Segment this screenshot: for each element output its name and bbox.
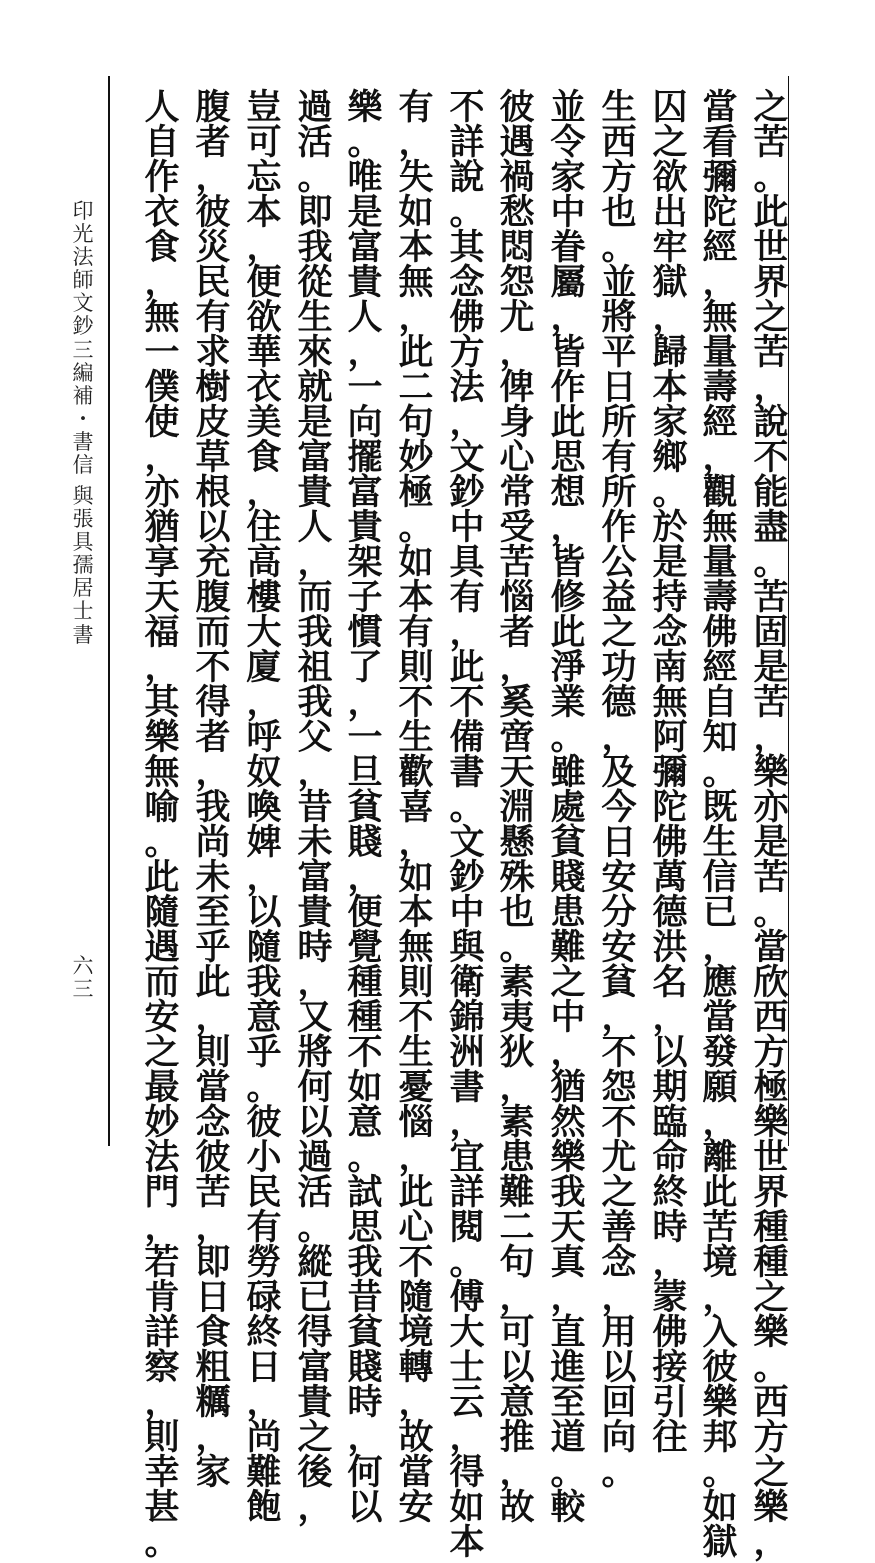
text-column-4: 生 西 方 也 。 並 將 平 日 所 有 所 作 公 益 之 功 德 ， 及 今 日 安 分 安 貧 ， 不 怨 不 尤 之 善 念 ， 用 以 回 向 。 [601, 87, 637, 1493]
text-column-9: 樂 。 唯 是 富 貴 人 ， 一 向 擺 富 貴 架 子 慣 了 ， 一 旦 貧 賤 ， 便 覺 種 種 不 如 意 。 試 思 我 昔 貧 賤 時 ， 何 以 [347, 87, 383, 1528]
text-column-7: 不 詳 說 。 其 念 佛 方 法 ， 文 鈔 中 具 有 ， 此 不 備 書 。 文 鈔 中 與 衛 錦 洲 書 ， 宜 詳 閱 。 傅 大 士 云 ， 得 如 本 [449, 87, 485, 1563]
text-column-11: 豈 可 忘 本 ， 便 欲 華 衣 美 食 ， 住 高 樓 大 廈 ， 呼 奴 喚 婢 ， 以 隨 我 意 乎 。 彼 小 民 有 勞 碌 終 日 ， 尚 難 飽 [246, 87, 282, 1528]
text-column-3: 囚 之 欲 出 牢 獄 ， 歸 本 家 鄉 。 於 是 持 念 南 無 阿 彌 陀 佛 萬 德 洪 名 ， 以 期 臨 命 終 時 ， 蒙 佛 接 引 往 [652, 87, 688, 1458]
text-column-5: 並 令 家 中 眷 屬 ， 皆 作 此 思 想 ， 皆 修 此 淨 業 。 雖 處 貧 賤 患 難 之 中 ， 猶 然 樂 我 天 真 ， 直 進 至 道 。 較 [550, 87, 586, 1528]
text-column-10: 過 活 。 即 我 從 生 來 就 是 富 貴 人 ， 而 我 祖 我 父 ， 昔 未 富 貴 時 ， 又 將 何 以 過 活 。 縱 已 得 富 貴 之 後 ， [297, 87, 333, 1528]
page-number: 六 三 [72, 954, 94, 1002]
text-column-2: 當 看 彌 陀 經 ， 無 量 壽 經 ， 觀 無 量 壽 佛 經 自 知 。 既 生 信 已 ， 應 當 發 願 ， 離 此 苦 境 ， 入 彼 樂 邦 。 如 獄 [702, 87, 738, 1563]
text-column-6: 彼 遇 禍 愁 悶 怨 尤 ， 俾 身 心 常 受 苦 惱 者 ， 奚 啻 天 淵 懸 殊 也 。 素 夷 狄 ， 素 患 難 二 句 ， 可 以 意 推 ， 故 [499, 87, 535, 1528]
book-title: 印 光 法 師 文 鈔 三 編 補 ・ 書 信 [72, 199, 94, 478]
text-column-12: 腹 者 ， 彼 災 民 有 求 樹 皮 草 根 以 充 腹 而 不 得 者 ， 我 尚 未 至 乎 此 ， 則 當 念 彼 苦 ， 即 日 食 粗 糲 ， 家 [195, 87, 231, 1493]
text-column-13: 人 自 作 衣 食 ， 無 一 僕 使 ， 亦 猶 享 天 福 ， 其 樂 無 喻 。 此 隨 遇 而 安 之 最 妙 法 門 ， 若 肯 詳 察 ， 則 幸 甚 。 [144, 87, 180, 1563]
text-column-8: 有 ， 失 如 本 無 ， 此 二 句 妙 極 。 如 本 有 則 不 生 歡 喜 ， 如 本 無 則 不 生 憂 惱 ， 此 心 不 隨 境 轉 ， 故 當 安 [398, 87, 434, 1528]
letter-title: 與 張 具 孺 居 士 書 [72, 484, 94, 647]
text-column-1: 之 苦 。 此 世 界 之 苦 ， 說 不 能 盡 。 苦 固 是 苦 ， 樂 亦 是 苦 。 當 欣 西 方 極 樂 世 界 種 種 之 樂 。 西 方 之 樂 ， [753, 87, 789, 1563]
